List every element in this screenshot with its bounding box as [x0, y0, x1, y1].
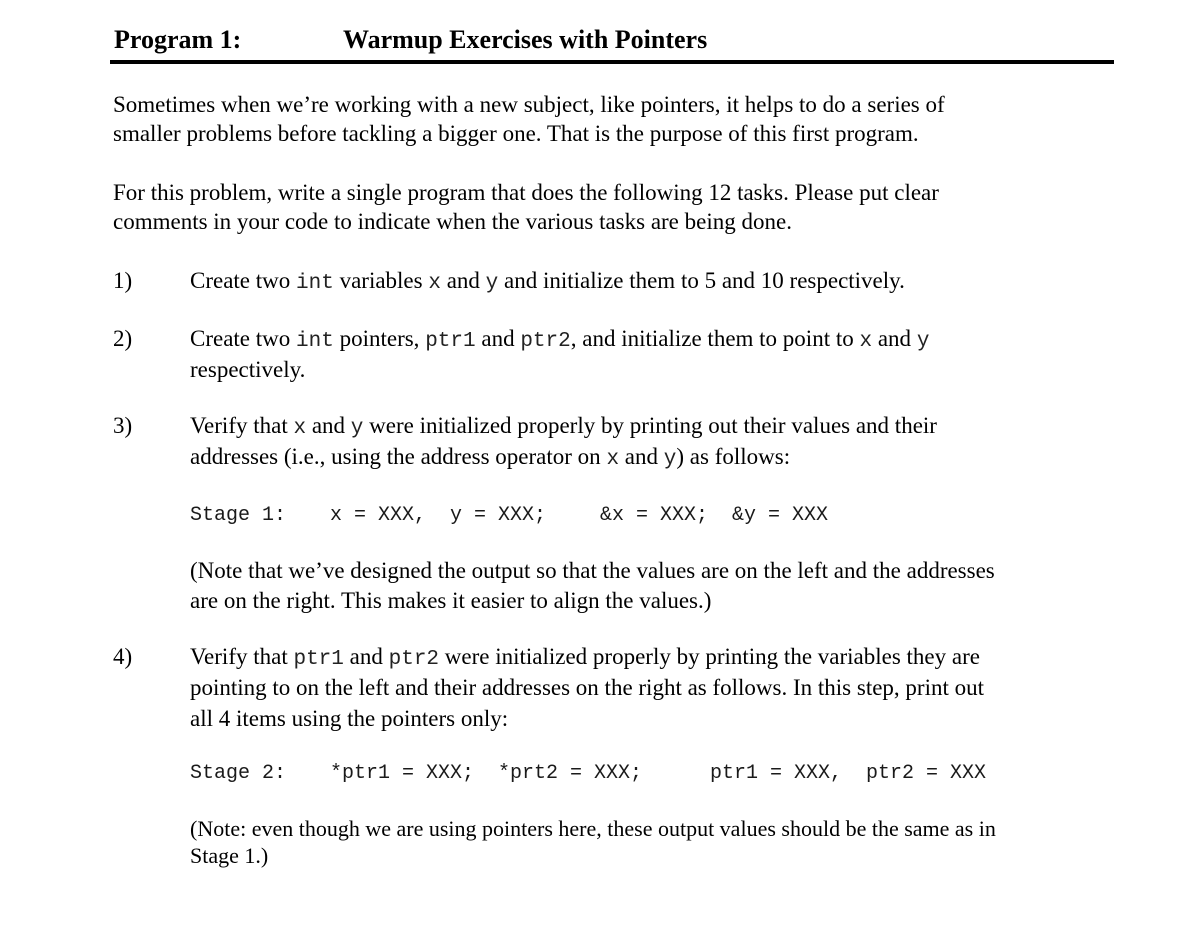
task-2-line-2: respectively.	[190, 357, 306, 382]
task-text: Create two	[190, 326, 297, 351]
task-4-line-3: all 4 items using the pointers only:	[190, 706, 509, 731]
task-4-number: 4)	[113, 644, 133, 669]
task-text: were initialized properly by printing the variables they are	[439, 644, 980, 669]
task-text: and	[343, 644, 389, 669]
program-title: Warmup Exercises with Pointers	[343, 25, 708, 54]
task-3-note-line-2: are on the right. This makes it easier to align the values.)	[190, 588, 712, 613]
code-ptr1: ptr1	[425, 330, 476, 353]
task-text: and	[475, 326, 521, 351]
code-x: x	[428, 272, 441, 295]
task-text: Verify that	[190, 413, 294, 438]
task-text: were initialized properly by printing out their values and their	[363, 413, 937, 438]
stage-2-values: *ptr1 = XXX; *prt2 = XXX;	[330, 762, 643, 785]
intro-paragraph-1-line-1: Sometimes when we’re working with a new subject, like pointers, it helps to do a series of	[113, 92, 945, 117]
code-ptr1: ptr1	[293, 648, 344, 671]
task-text: pointers,	[333, 326, 426, 351]
intro-paragraph-1-line-2: smaller problems before tackling a bigger one. That is the purpose of this first program.	[113, 121, 919, 146]
code-ptr2: ptr2	[520, 330, 571, 353]
code-ptr2: ptr2	[388, 648, 440, 671]
code-x: x	[859, 330, 873, 353]
task-1-line-1	[190, 265, 905, 299]
program-label: Program 1:	[114, 25, 242, 54]
task-text: and	[619, 444, 664, 469]
task-text: Create two	[190, 268, 297, 293]
stage-1-addresses: &x = XXX; &y = XXX	[600, 504, 829, 527]
task-text: and	[440, 268, 486, 293]
document-header	[110, 22, 1114, 58]
stage-2-label: Stage 2:	[190, 762, 287, 785]
task-4-line-1	[190, 641, 980, 675]
intro-paragraph-2-line-2: comments in your code to indicate when the various tasks are being done.	[113, 209, 792, 234]
task-text: ) as follows:	[676, 444, 791, 469]
code-y: y	[485, 272, 499, 295]
code-y: y	[663, 448, 677, 471]
code-int: int	[296, 330, 334, 353]
header-rule	[110, 60, 1114, 64]
task-2-line-1	[190, 323, 929, 357]
code-y: y	[350, 417, 364, 440]
task-text: Verify that	[190, 644, 294, 669]
task-3-line-1	[190, 410, 937, 444]
task-3-note-line-1: (Note that we’ve designed the output so that the values are on the left and the addresses	[190, 558, 995, 583]
task-4-note-line-1: (Note: even though we are using pointers here, these output values should be the same as in	[190, 816, 996, 841]
task-text: , and initialize them to point to	[570, 326, 860, 351]
task-2-number: 2)	[113, 326, 133, 351]
code-x: x	[293, 417, 307, 440]
task-3-line-2	[190, 441, 790, 475]
code-int: int	[296, 272, 334, 295]
task-text: addresses (i.e., using the address operator on	[190, 444, 607, 469]
task-4-note-line-2: Stage 1.)	[190, 843, 269, 868]
code-y: y	[916, 330, 930, 353]
stage-2-addresses: ptr1 = XXX, ptr2 = XXX	[710, 762, 987, 785]
task-text: variables	[333, 268, 429, 293]
task-1-number: 1)	[113, 268, 133, 293]
intro-paragraph-2-line-1: For this problem, write a single program that does the following 12 tasks. Please put clear	[113, 180, 939, 205]
code-x: x	[606, 448, 620, 471]
task-text: and	[872, 326, 917, 351]
stage-1-values: x = XXX, y = XXX;	[330, 504, 547, 527]
task-text: and	[306, 413, 351, 438]
task-text: and initialize them to 5 and 10 respectively.	[498, 268, 905, 293]
task-4-line-2: pointing to on the left and their addresses on the right as follows. In this step, print out	[190, 675, 985, 700]
task-3-number: 3)	[113, 413, 133, 438]
stage-1-label: Stage 1:	[190, 504, 287, 527]
